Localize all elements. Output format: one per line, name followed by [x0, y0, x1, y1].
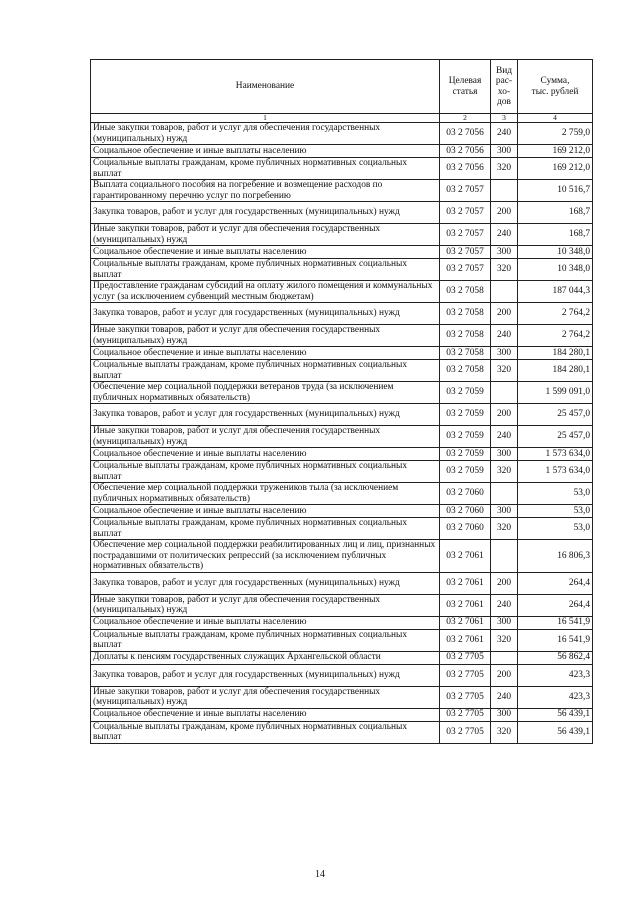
row-sum-cell: 16 541,9 — [518, 616, 593, 629]
row-expense-type-cell: 320 — [491, 461, 518, 483]
row-sum-cell: 56 439,1 — [518, 721, 593, 743]
table-row — [91, 483, 593, 505]
row-article-cell: 03 2 7058 — [440, 303, 491, 325]
row-name-cell: Социальные выплаты гражданам, кроме публичных нормативных социальных выплат — [91, 629, 440, 651]
row-name-cell: Иные закупки товаров, работ и услуг для обеспечения государственных (муниципальных) нужд — [91, 594, 440, 616]
row-article-cell: 03 2 7705 — [440, 721, 491, 743]
row-expense-type-cell: 300 — [491, 505, 518, 518]
column-number: 2 — [440, 114, 491, 123]
row-expense-type-cell: 300 — [491, 708, 518, 721]
row-article-cell: 03 2 7056 — [440, 158, 491, 180]
row-name-cell: Социальное обеспечение и иные выплаты населению — [91, 448, 440, 461]
row-sum-cell: 184 280,1 — [518, 360, 593, 382]
row-name-cell: Обеспечение мер социальной поддержки тружеников тыла (за исключением публичных нормативных обязательств) — [91, 483, 440, 505]
table-row — [91, 518, 593, 540]
table-row — [91, 721, 593, 743]
row-sum-cell: 16 806,3 — [518, 540, 593, 573]
row-sum-cell: 423,3 — [518, 664, 593, 686]
table-row — [91, 426, 593, 448]
table-row — [91, 202, 593, 224]
row-article-cell: 03 2 7061 — [440, 594, 491, 616]
table-row — [91, 325, 593, 347]
row-expense-type-cell: 320 — [491, 360, 518, 382]
row-expense-type-cell: 240 — [491, 686, 518, 708]
table-row — [91, 360, 593, 382]
row-article-cell: 03 2 7060 — [440, 518, 491, 540]
row-name-cell: Социальные выплаты гражданам, кроме публичных нормативных социальных выплат — [91, 158, 440, 180]
row-name-cell: Социальное обеспечение и иные выплаты населению — [91, 145, 440, 158]
row-article-cell: 03 2 7061 — [440, 629, 491, 651]
row-expense-type-cell: 200 — [491, 404, 518, 426]
row-sum-cell: 10 348,0 — [518, 246, 593, 259]
row-expense-type-cell: 320 — [491, 721, 518, 743]
row-expense-type-cell: 240 — [491, 224, 518, 246]
column-number: 4 — [518, 114, 593, 123]
row-expense-type-cell: 320 — [491, 518, 518, 540]
row-name-cell: Социальное обеспечение и иные выплаты населению — [91, 246, 440, 259]
table-row — [91, 461, 593, 483]
header-sum: Сумма, тыс. рублей — [518, 60, 593, 114]
row-article-cell: 03 2 7056 — [440, 145, 491, 158]
row-article-cell: 03 2 7060 — [440, 505, 491, 518]
table-header-row — [91, 60, 593, 114]
column-number: 3 — [491, 114, 518, 123]
row-name-cell: Иные закупки товаров, работ и услуг для обеспечения государственных (муниципальных) нужд — [91, 426, 440, 448]
row-article-cell: 03 2 7058 — [440, 325, 491, 347]
table-row — [91, 145, 593, 158]
row-sum-cell: 56 862,4 — [518, 651, 593, 664]
table-row — [91, 540, 593, 573]
row-name-cell: Предоставление гражданам субсидий на оплату жилого помещения и коммунальных услуг (за исключением субвенций местным бюджетам) — [91, 281, 440, 303]
row-article-cell: 03 2 7057 — [440, 180, 491, 202]
table-row — [91, 246, 593, 259]
row-article-cell: 03 2 7705 — [440, 708, 491, 721]
budget-table — [90, 59, 593, 744]
row-name-cell: Закупка товаров, работ и услуг для государственных (муниципальных) нужд — [91, 202, 440, 224]
table-row — [91, 158, 593, 180]
row-sum-cell: 56 439,1 — [518, 708, 593, 721]
row-name-cell: Социальные выплаты гражданам, кроме публичных нормативных социальных выплат — [91, 518, 440, 540]
row-expense-type-cell — [491, 540, 518, 573]
row-sum-cell: 423,3 — [518, 686, 593, 708]
column-number-row — [91, 114, 593, 123]
row-article-cell: 03 2 7059 — [440, 448, 491, 461]
row-expense-type-cell: 320 — [491, 158, 518, 180]
table-row — [91, 651, 593, 664]
row-article-cell: 03 2 7057 — [440, 224, 491, 246]
row-name-cell: Социальное обеспечение и иные выплаты населению — [91, 616, 440, 629]
table-row — [91, 448, 593, 461]
row-sum-cell: 25 457,0 — [518, 404, 593, 426]
row-sum-cell: 168,7 — [518, 202, 593, 224]
row-expense-type-cell — [491, 281, 518, 303]
row-expense-type-cell: 200 — [491, 664, 518, 686]
row-article-cell: 03 2 7058 — [440, 347, 491, 360]
row-expense-type-cell: 320 — [491, 259, 518, 281]
row-expense-type-cell: 240 — [491, 123, 518, 145]
row-expense-type-cell — [491, 651, 518, 664]
row-article-cell: 03 2 7059 — [440, 404, 491, 426]
row-sum-cell: 2 764,2 — [518, 325, 593, 347]
row-expense-type-cell: 300 — [491, 448, 518, 461]
row-expense-type-cell: 200 — [491, 202, 518, 224]
row-sum-cell: 187 044,3 — [518, 281, 593, 303]
row-article-cell: 03 2 7060 — [440, 483, 491, 505]
row-expense-type-cell: 320 — [491, 629, 518, 651]
table-row — [91, 347, 593, 360]
row-name-cell: Социальное обеспечение и иные выплаты населению — [91, 347, 440, 360]
row-name-cell: Социальные выплаты гражданам, кроме публичных нормативных социальных выплат — [91, 259, 440, 281]
row-article-cell: 03 2 7705 — [440, 664, 491, 686]
row-sum-cell: 53,0 — [518, 518, 593, 540]
table-row — [91, 281, 593, 303]
row-sum-cell: 2 759,0 — [518, 123, 593, 145]
row-article-cell: 03 2 7059 — [440, 426, 491, 448]
row-article-cell: 03 2 7059 — [440, 382, 491, 404]
row-expense-type-cell: 240 — [491, 325, 518, 347]
row-sum-cell: 2 764,2 — [518, 303, 593, 325]
row-article-cell: 03 2 7057 — [440, 259, 491, 281]
row-sum-cell: 53,0 — [518, 505, 593, 518]
row-name-cell: Социальное обеспечение и иные выплаты населению — [91, 708, 440, 721]
row-sum-cell: 10 516,7 — [518, 180, 593, 202]
row-name-cell: Закупка товаров, работ и услуг для государственных (муниципальных) нужд — [91, 303, 440, 325]
row-sum-cell: 264,4 — [518, 594, 593, 616]
row-sum-cell: 168,7 — [518, 224, 593, 246]
row-sum-cell: 184 280,1 — [518, 347, 593, 360]
row-sum-cell: 264,4 — [518, 572, 593, 594]
row-article-cell: 03 2 7705 — [440, 651, 491, 664]
row-expense-type-cell: 200 — [491, 303, 518, 325]
table-row — [91, 224, 593, 246]
row-expense-type-cell: 300 — [491, 347, 518, 360]
table-row — [91, 616, 593, 629]
row-name-cell: Закупка товаров, работ и услуг для государственных (муниципальных) нужд — [91, 572, 440, 594]
row-sum-cell: 169 212,0 — [518, 158, 593, 180]
row-name-cell: Обеспечение мер социальной поддержки ветеранов труда (за исключением публичных нормативных обязательств) — [91, 382, 440, 404]
row-expense-type-cell — [491, 382, 518, 404]
table-row — [91, 594, 593, 616]
table-row — [91, 404, 593, 426]
row-sum-cell: 16 541,9 — [518, 629, 593, 651]
row-sum-cell: 1 573 634,0 — [518, 448, 593, 461]
row-sum-cell: 1 599 091,0 — [518, 382, 593, 404]
table-row — [91, 686, 593, 708]
row-expense-type-cell: 300 — [491, 145, 518, 158]
row-name-cell: Социальные выплаты гражданам, кроме публичных нормативных социальных выплат — [91, 721, 440, 743]
row-name-cell: Иные закупки товаров, работ и услуг для обеспечения государственных (муниципальных) нужд — [91, 325, 440, 347]
row-article-cell: 03 2 7056 — [440, 123, 491, 145]
table-row — [91, 629, 593, 651]
row-expense-type-cell: 200 — [491, 572, 518, 594]
row-name-cell: Иные закупки товаров, работ и услуг для обеспечения государственных (муниципальных) нужд — [91, 224, 440, 246]
row-expense-type-cell: 300 — [491, 246, 518, 259]
row-sum-cell: 53,0 — [518, 483, 593, 505]
header-name: Наименование — [91, 60, 440, 114]
table-row — [91, 259, 593, 281]
row-name-cell: Социальные выплаты гражданам, кроме публичных нормативных социальных выплат — [91, 461, 440, 483]
row-name-cell: Социальные выплаты гражданам, кроме публичных нормативных социальных выплат — [91, 360, 440, 382]
row-sum-cell: 1 573 634,0 — [518, 461, 593, 483]
page-number: 14 — [315, 869, 325, 880]
row-article-cell: 03 2 7705 — [440, 686, 491, 708]
header-expense-type: Вид рас- хо- дов — [491, 60, 518, 114]
table-row — [91, 708, 593, 721]
row-sum-cell: 25 457,0 — [518, 426, 593, 448]
row-expense-type-cell — [491, 180, 518, 202]
table-row — [91, 382, 593, 404]
row-name-cell: Иные закупки товаров, работ и услуг для обеспечения государственных (муниципальных) нужд — [91, 686, 440, 708]
row-expense-type-cell: 300 — [491, 616, 518, 629]
row-name-cell: Закупка товаров, работ и услуг для государственных (муниципальных) нужд — [91, 664, 440, 686]
row-name-cell: Социальное обеспечение и иные выплаты населению — [91, 505, 440, 518]
row-name-cell: Выплата социального пособия на погребение и возмещение расходов по гарантированному перечню услуг по погребению — [91, 180, 440, 202]
row-sum-cell: 10 348,0 — [518, 259, 593, 281]
row-article-cell: 03 2 7057 — [440, 202, 491, 224]
row-name-cell: Иные закупки товаров, работ и услуг для обеспечения государственных (муниципальных) нужд — [91, 123, 440, 145]
row-article-cell: 03 2 7058 — [440, 360, 491, 382]
row-article-cell: 03 2 7061 — [440, 616, 491, 629]
row-article-cell: 03 2 7057 — [440, 246, 491, 259]
table-row — [91, 664, 593, 686]
header-article: Целевая статья — [440, 60, 491, 114]
row-name-cell: Закупка товаров, работ и услуг для государственных (муниципальных) нужд — [91, 404, 440, 426]
row-article-cell: 03 2 7061 — [440, 572, 491, 594]
table-row — [91, 505, 593, 518]
row-expense-type-cell — [491, 483, 518, 505]
row-name-cell: Доплаты к пенсиям государственных служащих Архангельской области — [91, 651, 440, 664]
row-sum-cell: 169 212,0 — [518, 145, 593, 158]
row-name-cell: Обеспечение мер социальной поддержки реабилитированных лиц и лиц, признанных пострадавшими от политических репрессий (за исключением публичных нормативных обязательств) — [91, 540, 440, 573]
row-article-cell: 03 2 7059 — [440, 461, 491, 483]
table-row — [91, 123, 593, 145]
table-row — [91, 303, 593, 325]
row-expense-type-cell: 240 — [491, 426, 518, 448]
row-expense-type-cell: 240 — [491, 594, 518, 616]
row-article-cell: 03 2 7061 — [440, 540, 491, 573]
row-article-cell: 03 2 7058 — [440, 281, 491, 303]
table-body — [91, 123, 593, 744]
table-row — [91, 572, 593, 594]
table-row — [91, 180, 593, 202]
column-number: 1 — [91, 114, 440, 123]
